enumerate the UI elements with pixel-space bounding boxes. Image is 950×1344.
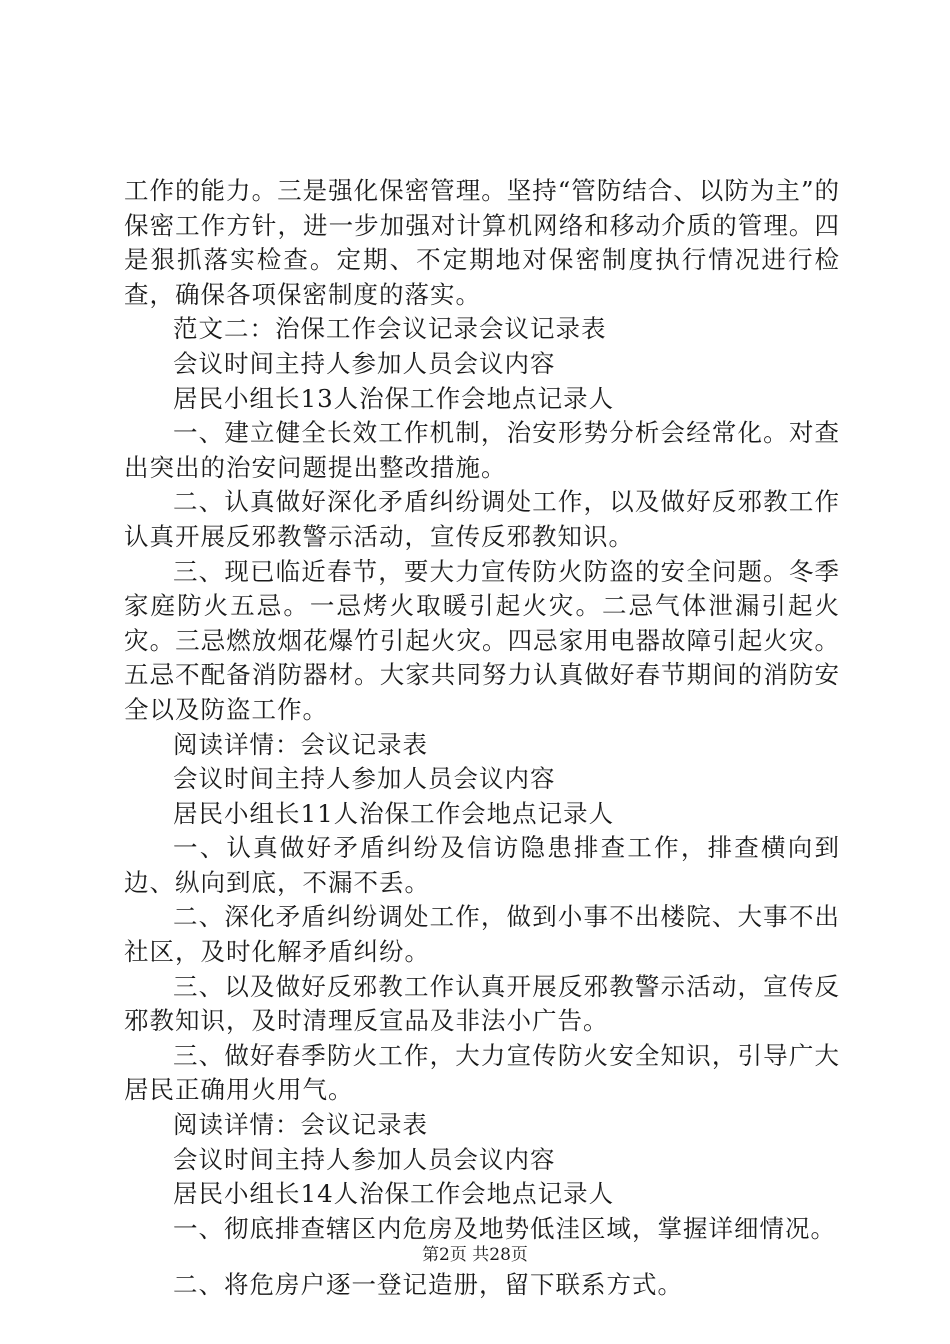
paragraph: 阅读详情：会议记录表	[173, 729, 428, 759]
paragraph: 工作的能力。三是强化保密管理。坚持“管防结合、以防为主”的保密工作方针，进一步加强对计算机网络和移动介质的管理。四是狠抓落实检查。定期、不定期地对保密制度执行情况进行检查，确保各项保密制度的落实。	[124, 176, 840, 309]
paragraph: 会议时间主持人参加人员会议内容	[173, 764, 556, 794]
paragraph: 会议时间主持人参加人员会议内容	[173, 1144, 556, 1174]
paragraph: 三、做好春季防火工作，大力宣传防火安全知识，引导广大居民正确用火用气。	[124, 1040, 840, 1105]
paragraph: 二、深化矛盾纠纷调处工作，做到小事不出楼院、大事不出社区，及时化解矛盾纠纷。	[124, 902, 840, 967]
paragraph: 居民小组长14人治保工作会地点记录人	[173, 1179, 615, 1209]
paragraph: 一、认真做好矛盾纠纷及信访隐患排查工作，排查横向到边、纵向到底，不漏不丢。	[124, 833, 840, 897]
paragraph: 三、以及做好反邪教工作认真开展反邪教警示活动，宣传反邪教知识，及时清理反宣品及非法小广告。	[124, 971, 840, 1036]
paragraph: 居民小组长13人治保工作会地点记录人	[173, 383, 615, 413]
paragraph: 一、彻底排查辖区内危房及地势低洼区域，掌握详细情况。	[173, 1213, 836, 1243]
paragraph: 二、将危房户逐一登记造册，留下联系方式。	[173, 1270, 683, 1300]
paragraph: 居民小组长11人治保工作会地点记录人	[173, 798, 615, 828]
document-body	[124, 174, 840, 1303]
paragraph: 二、认真做好深化矛盾纠纷调处工作，以及做好反邪教工作认真开展反邪教警示活动，宣传反邪教知识。	[124, 487, 840, 551]
paragraph: 会议时间主持人参加人员会议内容	[173, 348, 556, 378]
paragraph: 阅读详情：会议记录表	[173, 1110, 428, 1140]
page-number-footer: 第2页 共28页	[422, 1245, 528, 1265]
paragraph: 三、现已临近春节，要大力宣传防火防盗的安全问题。冬季家庭防火五忌。一忌烤火取暖引起火灾。二忌气体泄漏引起火灾。三忌燃放烟花爆竹引起火灾。四忌家用电器故障引起火灾。五忌不配备消防器材。大家共同努力认真做好春节期间的消防安全以及防盗工作。	[124, 556, 840, 724]
paragraph: 一、建立健全长效工作机制，治安形势分析会经常化。对查出突出的治安问题提出整改措施。	[124, 418, 840, 482]
paragraph: 范文二：治保工作会议记录会议记录表	[173, 314, 607, 344]
